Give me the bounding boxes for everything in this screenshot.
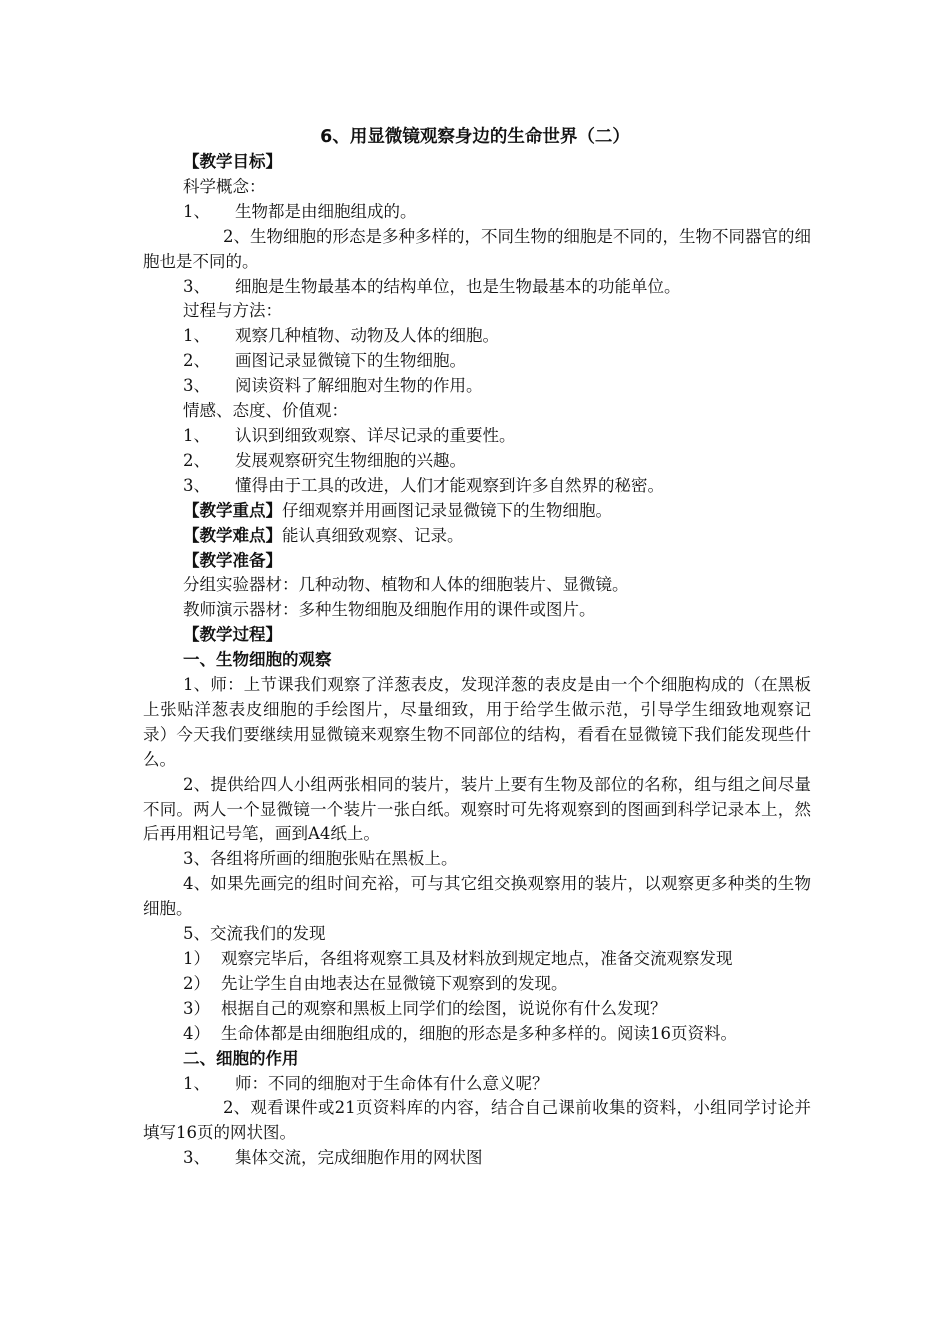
process-paragraph: 5、交流我们的发现 <box>183 924 326 944</box>
part2-heading: 二、细胞的作用 <box>183 1048 299 1068</box>
process-paragraph: 4、如果先画完的组时间充裕，可与其它组交换观察用的装片，以观察更多种类的生物细胞。 <box>143 874 811 919</box>
concept-item: 1、 生物都是由细胞组成的。 <box>183 201 417 221</box>
attitude-item: 2、 发展观察研究生物细胞的兴趣。 <box>183 450 466 470</box>
process-paragraph: 1、师：上节课我们观察了洋葱表皮，发现洋葱的表皮是由一个个细胞构成的（在黑板上张贴洋葱表皮细胞的手绘图片，尽量细致，用于给学生做示范，引导学生细致地观察记录）今天我们要继续用显微镜来观察生物不同部位的结构，看看在显微镜下我们能发现些什么。 <box>143 675 811 769</box>
attitude-item: 1、 认识到细致观察、详尽记录的重要性。 <box>183 425 516 445</box>
discovery-item: 1） 观察完毕后，各组将观察工具及材料放到规定地点，准备交流观察发现 <box>183 949 733 968</box>
discovery-item: 3） 根据自己的观察和黑板上同学们的绘图，说说你有什么发现？ <box>183 998 667 1018</box>
concepts-label: 科学概念： <box>183 176 266 196</box>
method-item: 1、 观察几种植物、动物及人体的细胞。 <box>183 326 499 346</box>
part1-heading: 一、生物细胞的观察 <box>183 650 332 670</box>
discovery-item: 2） 先让学生自由地表达在显微镜下观察到的发现。 <box>183 973 568 993</box>
attitude-item: 3、 懂得由于工具的改进，人们才能观察到许多自然界的秘密。 <box>183 475 664 495</box>
document-body <box>143 150 811 1171</box>
difficulty: 【教学难点】能认真细致观察、记录。 <box>183 525 464 545</box>
process-paragraph: 2、提供给四人小组两张相同的装片，装片上要有生物及部位的名称，组与组之间尽量不同。两人一个显微镜一个装片一张白纸。观察时可先将观察到的图画到科学记录本上，然后再用粗记号笔，画到A4纸上。 <box>143 774 811 844</box>
cell-role-item: 3、 集体交流，完成细胞作用的网状图 <box>183 1148 483 1168</box>
preparation-teacher: 教师演示器材：多种生物细胞及细胞作用的课件或图片。 <box>183 600 596 620</box>
section-heading-process: 【教学过程】 <box>183 625 282 645</box>
process-paragraph: 3、各组将所画的细胞张贴在黑板上。 <box>183 849 458 869</box>
page-title: 6、用显微镜观察身边的生命世界（二） <box>320 127 630 147</box>
cell-role-item: 2、观看课件或21页资料库的内容，结合自己课前收集的资料，小组同学讨论并填写16页的网状图。 <box>143 1098 811 1143</box>
concept-item: 3、 细胞是生物最基本的结构单位，也是生物最基本的功能单位。 <box>183 276 681 296</box>
attitude-label: 情感、态度、价值观： <box>183 401 348 421</box>
preparation-group: 分组实验器材：几种动物、植物和人体的细胞装片、显微镜。 <box>183 575 629 595</box>
method-item: 2、 画图记录显微镜下的生物细胞。 <box>183 351 466 371</box>
difficulty-heading: 【教学难点】 <box>183 525 282 545</box>
section-heading-goals: 【教学目标】 <box>183 152 282 171</box>
method-item: 3、 阅读资料了解细胞对生物的作用。 <box>183 376 483 396</box>
methods-label: 过程与方法： <box>183 301 282 321</box>
key-point: 【教学重点】仔细观察并用画图记录显微镜下的生物细胞。 <box>183 500 612 520</box>
key-point-heading: 【教学重点】 <box>183 500 282 520</box>
cell-role-item: 1、 师：不同的细胞对于生命体有什么意义呢？ <box>183 1073 549 1093</box>
section-heading-preparation: 【教学准备】 <box>183 550 282 570</box>
discovery-item: 4） 生命体都是由细胞组成的，细胞的形态是多种多样的。阅读16页资料。 <box>183 1023 737 1043</box>
concept-item: 2、生物细胞的形态是多种多样的，不同生物的细胞是不同的，生物不同器官的细胞也是不同的。 <box>143 226 811 271</box>
